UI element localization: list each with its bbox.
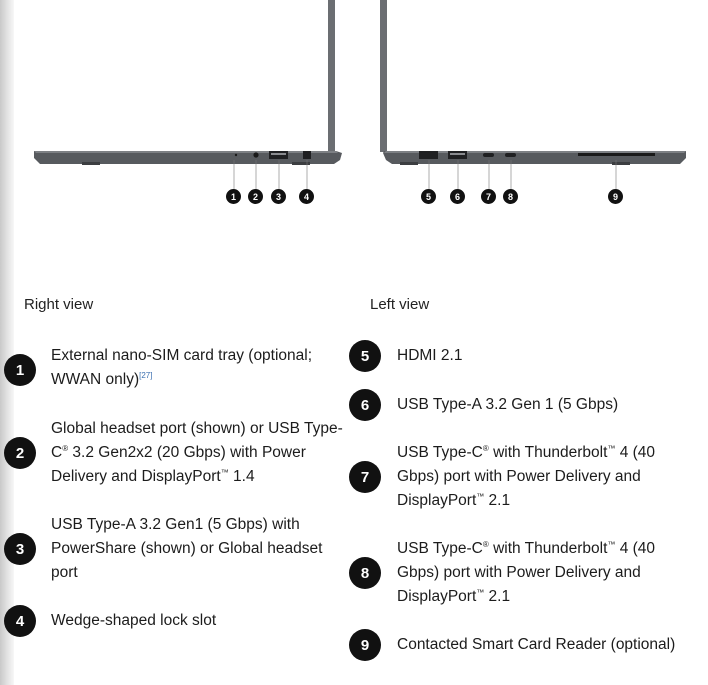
headset-port bbox=[253, 152, 258, 157]
right-view-item-4: Wedge-shaped lock slot bbox=[51, 612, 217, 629]
item-badge-6: 6 bbox=[349, 389, 381, 421]
left-laptop-lid bbox=[380, 0, 387, 152]
lock-slot bbox=[303, 151, 311, 159]
smart-card-slot bbox=[578, 153, 655, 156]
item-badge-9: 9 bbox=[349, 629, 381, 661]
callout-1: 1 bbox=[226, 189, 241, 204]
callout-4: 4 bbox=[299, 189, 314, 204]
sim-tray-port bbox=[235, 154, 237, 156]
usb-c-port-1 bbox=[483, 153, 494, 157]
usb-c-port-2 bbox=[505, 153, 516, 157]
left-view-item-8: USB Type-C® with Thunderbolt™ 4 (40 Gbps) port with Power Delivery and DisplayPort™ 2.1 bbox=[397, 539, 656, 605]
item-badge-4: 4 bbox=[4, 605, 36, 637]
right-view-title: Right view bbox=[24, 296, 94, 313]
callout-6: 6 bbox=[450, 189, 465, 204]
callout-8: 8 bbox=[503, 189, 518, 204]
callout-9: 9 bbox=[608, 189, 623, 204]
callout-2: 2 bbox=[248, 189, 263, 204]
callout-5: 5 bbox=[421, 189, 436, 204]
right-view-item-1: External nano-SIM card tray (optional; WWAN only)[27] bbox=[51, 347, 313, 388]
right-view-item-2: Global headset port (shown) or USB Type- C® 3.2 Gen2x2 (20 Gbps) with Power Delivery and DisplayPort™ 1.4 bbox=[51, 420, 343, 485]
item-badge-1: 1 bbox=[4, 354, 36, 386]
left-view-item-5: HDMI 2.1 bbox=[397, 347, 463, 364]
right-side-laptop-illustration bbox=[34, 0, 342, 190]
hdmi-port bbox=[419, 151, 438, 159]
item-badge-8: 8 bbox=[349, 557, 381, 589]
item-badge-2: 2 bbox=[4, 437, 36, 469]
callout-7: 7 bbox=[481, 189, 496, 204]
left-view-item-6: USB Type-A 3.2 Gen 1 (5 Gbps) bbox=[397, 396, 619, 413]
left-view-item-7: USB Type-C® with Thunderbolt™ 4 (40 Gbps) port with Power Delivery and DisplayPort™ 2.1 bbox=[397, 443, 656, 509]
footnote-reference[interactable]: [27] bbox=[139, 370, 153, 380]
right-laptop-lid bbox=[328, 0, 335, 152]
item-badge-7: 7 bbox=[349, 461, 381, 493]
laptop-side-views bbox=[0, 0, 708, 210]
left-view-item-9: Contacted Smart Card Reader (optional) bbox=[397, 636, 676, 653]
right-view-item-3: USB Type-A 3.2 Gen1 (5 Gbps) with PowerShare (shown) or Global headset port bbox=[51, 516, 323, 581]
item-badge-3: 3 bbox=[4, 533, 36, 565]
item-badge-5: 5 bbox=[349, 340, 381, 372]
left-view-title: Left view bbox=[370, 296, 430, 313]
callout-3: 3 bbox=[271, 189, 286, 204]
left-side-laptop-illustration bbox=[380, 0, 686, 190]
